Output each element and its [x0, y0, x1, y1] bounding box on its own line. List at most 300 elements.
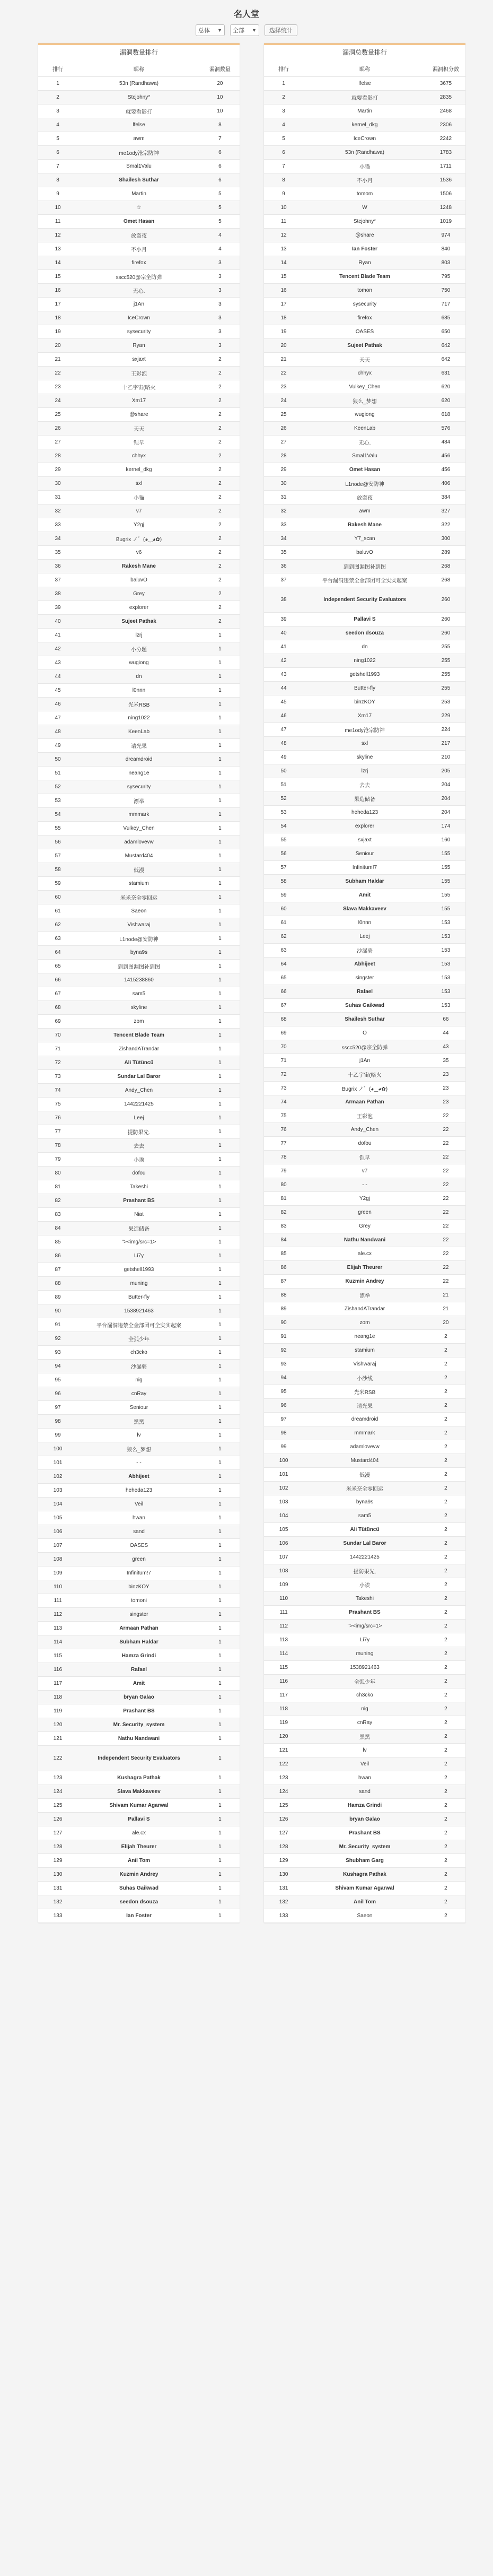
nickname-cell: getshell1993: [77, 1263, 200, 1277]
rank-cell: 32: [38, 504, 77, 518]
rank-cell: 93: [38, 1346, 77, 1360]
nickname-cell: sysecurity: [77, 325, 200, 339]
count-cell: 642: [426, 353, 465, 367]
count-cell: 1: [200, 946, 240, 960]
table-row: [38, 449, 240, 463]
count-cell: 2: [200, 587, 240, 601]
nickname-cell: zom: [303, 1316, 426, 1330]
nickname-cell: OASES: [77, 1539, 200, 1553]
nickname-cell: chhyx: [77, 449, 200, 463]
table-row: [38, 1373, 240, 1387]
rank-cell: 123: [38, 1771, 77, 1785]
table-row: [264, 626, 465, 640]
nickname-cell: Nathu Nandwani: [77, 1732, 200, 1746]
table-row: [38, 105, 240, 118]
count-cell: 1536: [426, 173, 465, 187]
table-row: [264, 1178, 465, 1192]
nickname-cell: Smal1Valu: [303, 449, 426, 463]
count-cell: 576: [426, 422, 465, 436]
count-cell: 2: [426, 1744, 465, 1757]
rank-cell: 57: [38, 849, 77, 863]
count-cell: 456: [426, 449, 465, 463]
table-row: [38, 670, 240, 684]
table-row: [38, 1746, 240, 1771]
count-cell: 2468: [426, 105, 465, 118]
rank-cell: 74: [264, 1095, 303, 1109]
table-row: [38, 1056, 240, 1070]
rank-cell: 37: [264, 573, 303, 587]
count-cell: 1: [200, 1677, 240, 1691]
count-cell: 1: [200, 822, 240, 836]
rank-cell: 89: [264, 1302, 303, 1316]
rank-cell: 9: [264, 187, 303, 201]
count-cell: 2: [200, 380, 240, 394]
nickname-cell: ch3cko: [303, 1689, 426, 1702]
rank-cell: 20: [38, 339, 77, 353]
nickname-cell: Hamza Grindi: [77, 1649, 200, 1663]
table-row: [38, 1208, 240, 1222]
rank-cell: 97: [264, 1413, 303, 1426]
rank-cell: 68: [38, 1001, 77, 1015]
rank-cell: 20: [264, 339, 303, 353]
rank-cell: 57: [264, 861, 303, 875]
table-row: [38, 849, 240, 863]
rank-cell: 3: [38, 105, 77, 118]
table-row: [264, 640, 465, 654]
table-row: [264, 1799, 465, 1813]
table-row: [38, 1249, 240, 1263]
rank-cell: 62: [264, 930, 303, 944]
nickname-cell: 漂举: [303, 1289, 426, 1302]
nickname-cell: Slava Makkaveev: [77, 1785, 200, 1799]
table-row: [38, 1098, 240, 1111]
nickname-cell: Ian Foster: [303, 242, 426, 256]
rank-cell: 32: [264, 504, 303, 518]
table-row: [38, 822, 240, 836]
count-cell: 2: [200, 518, 240, 532]
table-row: [38, 1442, 240, 1456]
category-select-value: 全部: [233, 28, 244, 34]
rank-cell: 110: [38, 1580, 77, 1594]
table-row: [264, 1716, 465, 1730]
rank-cell: 24: [38, 394, 77, 408]
nickname-cell: Rafael: [77, 1663, 200, 1677]
table-row: [264, 1620, 465, 1633]
rank-cell: 41: [38, 629, 77, 642]
nickname-cell: v6: [77, 546, 200, 560]
rank-cell: 63: [38, 932, 77, 946]
count-cell: 2: [426, 1454, 465, 1468]
table-row: [264, 695, 465, 709]
count-cell: 2: [426, 1344, 465, 1357]
table-row: [38, 367, 240, 380]
count-cell: 1: [200, 1539, 240, 1553]
rank-cell: 30: [264, 477, 303, 491]
rank-cell: 64: [264, 958, 303, 971]
rank-cell: 98: [264, 1426, 303, 1440]
nickname-cell: Kuzmin Andrey: [77, 1868, 200, 1882]
count-cell: 260: [426, 587, 465, 613]
nickname-cell: 小分题: [77, 642, 200, 656]
rank-cell: 64: [38, 946, 77, 960]
table-row: [38, 1401, 240, 1415]
count-cell: 1: [200, 739, 240, 753]
count-cell: 1: [200, 1785, 240, 1799]
table-row: [264, 449, 465, 463]
rank-cell: 81: [38, 1180, 77, 1194]
rank-cell: 15: [264, 270, 303, 284]
table-row: [264, 1771, 465, 1785]
rank-cell: 114: [38, 1635, 77, 1649]
rank-cell: 8: [38, 173, 77, 187]
rank-cell: 82: [38, 1194, 77, 1208]
rank-cell: 18: [38, 311, 77, 325]
count-cell: 1: [200, 849, 240, 863]
nickname-cell: OASES: [303, 325, 426, 339]
rank-cell: 90: [264, 1316, 303, 1330]
table-row: [38, 546, 240, 560]
table-row: [264, 1482, 465, 1495]
count-cell: 22: [426, 1247, 465, 1261]
table-row: [264, 1633, 465, 1647]
table-row: [38, 518, 240, 532]
table-row: [264, 764, 465, 778]
rank-cell: 117: [264, 1689, 303, 1702]
table-row: [38, 1346, 240, 1360]
rank-cell: 14: [38, 256, 77, 270]
column-header: 昵称: [303, 60, 426, 77]
count-cell: 1: [200, 642, 240, 656]
count-cell: 2: [426, 1826, 465, 1840]
rank-cell: 6: [264, 146, 303, 160]
count-cell: 1: [200, 1909, 240, 1923]
table-row: [264, 1399, 465, 1413]
rank-cell: 105: [38, 1511, 77, 1525]
period-select[interactable]: [196, 24, 225, 36]
rank-cell: 2: [38, 91, 77, 105]
count-cell: 255: [426, 640, 465, 654]
nickname-cell: L1node@安防神: [77, 932, 200, 946]
table-row: [264, 1826, 465, 1840]
count-cell: 3675: [426, 77, 465, 91]
nickname-cell: Elijah Theurer: [77, 1840, 200, 1854]
rank-cell: 98: [38, 1415, 77, 1429]
rank-cell: 10: [38, 201, 77, 215]
count-cell: 2: [426, 1633, 465, 1647]
nickname-cell: Nathu Nandwani: [303, 1233, 426, 1247]
nickname-cell: 就要看影打: [303, 91, 426, 105]
table-row: [38, 1677, 240, 1691]
nickname-cell: 王彩泡: [303, 1109, 426, 1123]
nickname-cell: Prashant BS: [303, 1826, 426, 1840]
rank-cell: 82: [264, 1206, 303, 1220]
table-row: [38, 132, 240, 146]
rank-cell: 51: [38, 767, 77, 780]
nickname-cell: lfelse: [303, 77, 426, 91]
nickname-cell: tomom: [303, 187, 426, 201]
rank-cell: 30: [38, 477, 77, 491]
rank-cell: 22: [38, 367, 77, 380]
table-row: [38, 987, 240, 1001]
count-cell: 3: [200, 325, 240, 339]
count-cell: 2: [200, 601, 240, 615]
nickname-cell: Shivam Kumar Agarwal: [77, 1799, 200, 1813]
count-cell: 2306: [426, 118, 465, 132]
table-row: [38, 1895, 240, 1909]
count-cell: 1: [200, 1442, 240, 1456]
rank-cell: 101: [264, 1468, 303, 1482]
count-cell: 2: [426, 1813, 465, 1826]
nickname-cell: 请光果: [303, 1399, 426, 1413]
table-row: [264, 367, 465, 380]
rank-cell: 42: [38, 642, 77, 656]
nickname-cell: sxl: [303, 737, 426, 751]
count-cell: 2: [426, 1661, 465, 1675]
count-cell: 2: [426, 1840, 465, 1854]
filter-bar: [0, 23, 493, 37]
count-cell: 2: [426, 1909, 465, 1923]
rank-cell: 85: [38, 1235, 77, 1249]
nickname-cell: Y2gj: [303, 1192, 426, 1206]
table-row: [38, 1029, 240, 1042]
page-title: 名人堂: [233, 10, 259, 19]
nickname-cell: Hamza Grindi: [303, 1799, 426, 1813]
nickname-cell: Independent Security Evaluators: [303, 587, 426, 613]
nickname-cell: 去去: [303, 778, 426, 792]
count-cell: 2: [200, 546, 240, 560]
count-cell: 2: [200, 477, 240, 491]
count-cell: 2: [426, 1868, 465, 1882]
count-cell: 205: [426, 764, 465, 778]
nickname-cell: hwan: [303, 1771, 426, 1785]
nickname-cell: 低漫: [303, 1468, 426, 1482]
table-row: [264, 1882, 465, 1895]
count-cell: 1: [200, 1401, 240, 1415]
count-cell: 1: [200, 1580, 240, 1594]
table-row: [38, 1180, 240, 1194]
count-cell: 2: [426, 1592, 465, 1606]
nickname-cell: ale.cx: [303, 1247, 426, 1261]
rank-cell: 113: [264, 1633, 303, 1647]
nickname-cell: nig: [77, 1373, 200, 1387]
nickname-cell: mmmark: [303, 1426, 426, 1440]
table-row: [264, 654, 465, 668]
nickname-cell: 小诶: [77, 1153, 200, 1167]
count-cell: 22: [426, 1206, 465, 1220]
table-row: [264, 560, 465, 573]
nickname-cell: Shailesh Suthar: [303, 1013, 426, 1026]
rank-cell: 34: [264, 532, 303, 546]
count-cell: 1711: [426, 160, 465, 173]
count-cell: 2: [426, 1564, 465, 1578]
table-row: [264, 1551, 465, 1564]
count-cell: 1: [200, 1691, 240, 1704]
rank-cell: 95: [264, 1385, 303, 1399]
table-row: [264, 806, 465, 820]
table-row: [264, 1316, 465, 1330]
nickname-cell: Seniour: [303, 847, 426, 861]
table-row: [38, 1718, 240, 1732]
rank-cell: 124: [38, 1785, 77, 1799]
rank-cell: 36: [38, 560, 77, 573]
nickname-cell: ZishandATrandar: [77, 1042, 200, 1056]
rank-cell: 73: [264, 1082, 303, 1095]
nickname-cell: Omet Hasan: [303, 463, 426, 477]
count-cell: 1: [200, 1056, 240, 1070]
rank-cell: 60: [264, 902, 303, 916]
count-cell: 2: [426, 1551, 465, 1564]
table-row: [264, 1164, 465, 1178]
rank-cell: 117: [38, 1677, 77, 1691]
table-row: [264, 1026, 465, 1040]
table-row: [264, 778, 465, 792]
count-cell: 2: [426, 1895, 465, 1909]
rank-cell: 50: [38, 753, 77, 767]
nickname-cell: 就要看影打: [77, 105, 200, 118]
count-cell: 43: [426, 1040, 465, 1054]
table-row: [264, 201, 465, 215]
table-row: [264, 436, 465, 449]
rank-cell: 112: [38, 1608, 77, 1622]
right-ranking-table: [264, 60, 465, 1923]
table-row: [38, 711, 240, 725]
count-cell: 20: [426, 1316, 465, 1330]
rank-cell: 49: [264, 751, 303, 764]
nickname-cell: 狼么_梦想: [77, 1442, 200, 1456]
table-row: [264, 1068, 465, 1082]
rank-cell: 129: [38, 1854, 77, 1868]
rank-cell: 95: [38, 1373, 77, 1387]
rank-cell: 92: [264, 1344, 303, 1357]
nickname-cell: Suhas Gaikwad: [77, 1882, 200, 1895]
nickname-cell: Mr. Security_system: [77, 1718, 200, 1732]
count-cell: 1: [200, 1249, 240, 1263]
count-cell: 3: [200, 270, 240, 284]
count-cell: 3: [200, 298, 240, 311]
table-row: [38, 353, 240, 367]
nickname-cell: Sundar Lal Baror: [303, 1537, 426, 1551]
count-cell: 1: [200, 1263, 240, 1277]
count-cell: 1: [200, 1567, 240, 1580]
rank-cell: 109: [38, 1567, 77, 1580]
rank-cell: 66: [38, 973, 77, 987]
count-cell: 153: [426, 985, 465, 999]
table-row: [38, 877, 240, 891]
count-cell: 1: [200, 1373, 240, 1387]
nickname-cell: Shivam Kumar Agarwal: [303, 1882, 426, 1895]
nickname-cell: Xm17: [303, 709, 426, 723]
rank-cell: 67: [38, 987, 77, 1001]
rank-cell: 58: [264, 875, 303, 889]
count-cell: 255: [426, 668, 465, 682]
table-row: [38, 1484, 240, 1498]
nickname-cell: 小沙线: [303, 1371, 426, 1385]
table-row: [264, 1095, 465, 1109]
count-cell: 2: [426, 1495, 465, 1509]
count-cell: 153: [426, 916, 465, 930]
rank-cell: 110: [264, 1592, 303, 1606]
count-cell: 21: [426, 1289, 465, 1302]
category-select[interactable]: [230, 24, 259, 36]
nickname-cell: 1538921463: [303, 1661, 426, 1675]
count-cell: 3: [200, 256, 240, 270]
rank-cell: 100: [38, 1442, 77, 1456]
rank-cell: 104: [38, 1498, 77, 1511]
count-cell: 1: [200, 932, 240, 946]
nickname-cell: dn: [77, 670, 200, 684]
nickname-cell: Smal1Valu: [77, 160, 200, 173]
table-row: [38, 91, 240, 105]
rank-cell: 75: [38, 1098, 77, 1111]
nickname-cell: bryan Galao: [303, 1813, 426, 1826]
count-cell: 1: [200, 1194, 240, 1208]
nickname-cell: 漂举: [77, 794, 200, 808]
rank-cell: 13: [264, 242, 303, 256]
rank-cell: 77: [38, 1125, 77, 1139]
table-row: [38, 1153, 240, 1167]
nickname-cell: Shailesh Suthar: [77, 173, 200, 187]
nickname-cell: Li7y: [303, 1633, 426, 1647]
table-row: [264, 132, 465, 146]
table-row: [264, 1909, 465, 1923]
rank-cell: 128: [264, 1840, 303, 1854]
count-cell: 1: [200, 1387, 240, 1401]
rank-cell: 59: [264, 889, 303, 902]
column-header: 排行: [38, 60, 77, 77]
table-row: [264, 1137, 465, 1151]
rank-cell: 25: [264, 408, 303, 422]
nickname-cell: lv: [303, 1744, 426, 1757]
rank-cell: 132: [264, 1895, 303, 1909]
count-cell: 1: [200, 1098, 240, 1111]
table-row: [38, 77, 240, 91]
table-row: [38, 1813, 240, 1826]
rank-cell: 26: [264, 422, 303, 436]
table-row: [264, 463, 465, 477]
count-cell: 155: [426, 902, 465, 916]
table-row: [38, 1854, 240, 1868]
count-cell: 1: [200, 1498, 240, 1511]
rank-cell: 60: [38, 891, 77, 904]
table-row: [38, 973, 240, 987]
nickname-cell: IceCrown: [303, 132, 426, 146]
filter-button[interactable]: 选择统计: [265, 24, 297, 36]
nickname-cell: Slava Makkaveev: [303, 902, 426, 916]
rank-cell: 11: [264, 215, 303, 229]
rank-cell: 77: [264, 1137, 303, 1151]
rank-cell: 21: [264, 353, 303, 367]
nickname-cell: 小猫: [303, 160, 426, 173]
table-row: [264, 146, 465, 160]
count-cell: 289: [426, 546, 465, 560]
count-cell: 22: [426, 1220, 465, 1233]
count-cell: 1783: [426, 146, 465, 160]
nickname-cell: baluvO: [77, 573, 200, 587]
rank-cell: 132: [38, 1895, 77, 1909]
table-row: [38, 642, 240, 656]
nickname-cell: Mustard404: [77, 849, 200, 863]
table-row: [38, 1291, 240, 1304]
table-row: [38, 1826, 240, 1840]
right-panel-title: 漏洞总数量排行: [342, 49, 387, 56]
count-cell: 210: [426, 751, 465, 764]
rank-cell: 13: [38, 242, 77, 256]
count-cell: 6: [200, 173, 240, 187]
table-row: [264, 1454, 465, 1468]
rank-cell: 84: [38, 1222, 77, 1235]
count-cell: 1: [200, 1304, 240, 1318]
nickname-cell: lzrj: [77, 629, 200, 642]
